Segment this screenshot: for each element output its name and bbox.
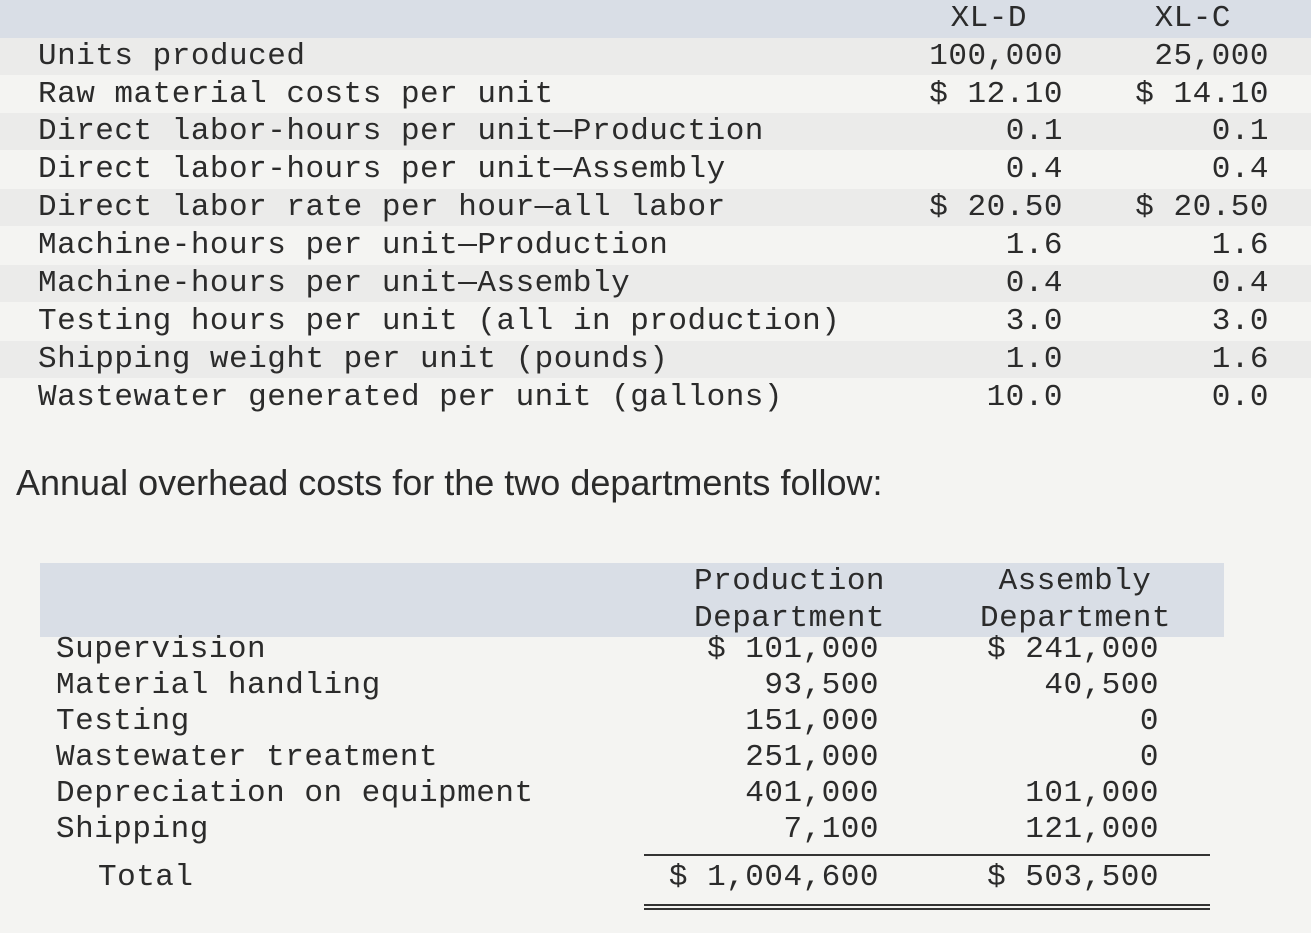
column-header-xl-c: XL-C	[1154, 1, 1231, 36]
cost-label: Wastewater treatment	[56, 740, 439, 775]
intro-text: Annual overhead costs for the two departments follow:	[16, 462, 883, 503]
row-label: Shipping weight per unit (pounds)	[38, 342, 669, 377]
table-row	[0, 668, 1311, 704]
table-row	[0, 76, 1311, 114]
cost-label: Depreciation on equipment	[56, 776, 534, 811]
table-row	[0, 341, 1311, 379]
total-double-rule	[644, 908, 1210, 910]
production-header-line2: Department	[694, 601, 886, 636]
xl-d-value: $ 12.10	[929, 77, 1063, 112]
row-label: Direct labor-hours per unit—Production	[38, 114, 764, 149]
table-row	[0, 740, 1311, 776]
row-label: Machine-hours per unit—Assembly	[38, 266, 631, 301]
xl-c-value: $ 20.50	[1135, 190, 1269, 225]
xl-c-value: 0.4	[1211, 152, 1269, 187]
table-row	[0, 812, 1311, 848]
assembly-value: 0	[1139, 704, 1159, 739]
total-label: Total	[98, 860, 194, 895]
table-row	[0, 632, 1311, 668]
xl-d-value: 0.4	[1005, 152, 1063, 187]
xl-c-value: $ 14.10	[1135, 77, 1269, 112]
row-label: Machine-hours per unit—Production	[38, 228, 669, 263]
production-value: 93,500	[764, 668, 879, 703]
production-value: $ 101,000	[707, 632, 879, 667]
xl-d-value: 100,000	[929, 39, 1063, 74]
xl-c-value: 3.0	[1211, 304, 1269, 339]
table-row	[0, 776, 1311, 812]
assembly-value: 101,000	[1025, 776, 1159, 811]
row-label: Direct labor rate per hour—all labor	[38, 190, 726, 225]
table-row	[0, 704, 1311, 740]
production-header-line1: Production	[694, 564, 886, 599]
xl-d-value: 1.6	[1005, 228, 1063, 263]
assembly-value: 121,000	[1025, 812, 1159, 847]
column-header-xl-d: XL-D	[950, 1, 1027, 36]
total-row	[0, 860, 1311, 896]
xl-c-value: 1.6	[1211, 228, 1269, 263]
xl-d-value: 0.1	[1005, 114, 1063, 149]
row-label: Raw material costs per unit	[38, 77, 554, 112]
product-table-header-row	[0, 0, 1311, 38]
xl-c-value: 25,000	[1154, 39, 1269, 74]
table-row	[0, 38, 1311, 76]
assembly-total: $ 503,500	[987, 860, 1159, 895]
xl-c-value: 1.6	[1211, 342, 1269, 377]
cost-label: Testing	[56, 704, 190, 739]
cost-label: Supervision	[56, 632, 267, 667]
cost-label: Material handling	[56, 668, 381, 703]
xl-d-value: 3.0	[1005, 304, 1063, 339]
assembly-value: 40,500	[1044, 668, 1159, 703]
xl-c-value: 0.1	[1211, 114, 1269, 149]
row-label: Testing hours per unit (all in production)	[38, 304, 841, 339]
assembly-value: $ 241,000	[987, 632, 1159, 667]
table-row	[0, 265, 1311, 303]
row-label: Wastewater generated per unit (gallons)	[38, 380, 784, 415]
total-double-rule	[644, 904, 1210, 906]
subtotal-rule	[644, 854, 1210, 856]
assembly-header-line2: Department	[980, 601, 1172, 636]
table-row	[0, 303, 1311, 341]
production-total: $ 1,004,600	[668, 860, 879, 895]
row-label: Direct labor-hours per unit—Assembly	[38, 152, 726, 187]
xl-d-value: 1.0	[1005, 342, 1063, 377]
assembly-value: 0	[1139, 740, 1159, 775]
table-row	[0, 189, 1311, 227]
production-value: 7,100	[783, 812, 879, 847]
xl-d-value: $ 20.50	[929, 190, 1063, 225]
xl-d-value: 10.0	[986, 380, 1063, 415]
xl-c-value: 0.4	[1211, 266, 1269, 301]
production-value: 251,000	[745, 740, 879, 775]
production-value: 151,000	[745, 704, 879, 739]
assembly-header-line1: Assembly	[998, 564, 1152, 599]
table-row	[0, 113, 1311, 151]
cost-label: Shipping	[56, 812, 209, 847]
xl-c-value: 0.0	[1211, 380, 1269, 415]
xl-d-value: 0.4	[1005, 266, 1063, 301]
row-label: Units produced	[38, 39, 306, 74]
production-value: 401,000	[745, 776, 879, 811]
table-row	[0, 151, 1311, 189]
table-row	[0, 379, 1311, 417]
table-row	[0, 227, 1311, 265]
